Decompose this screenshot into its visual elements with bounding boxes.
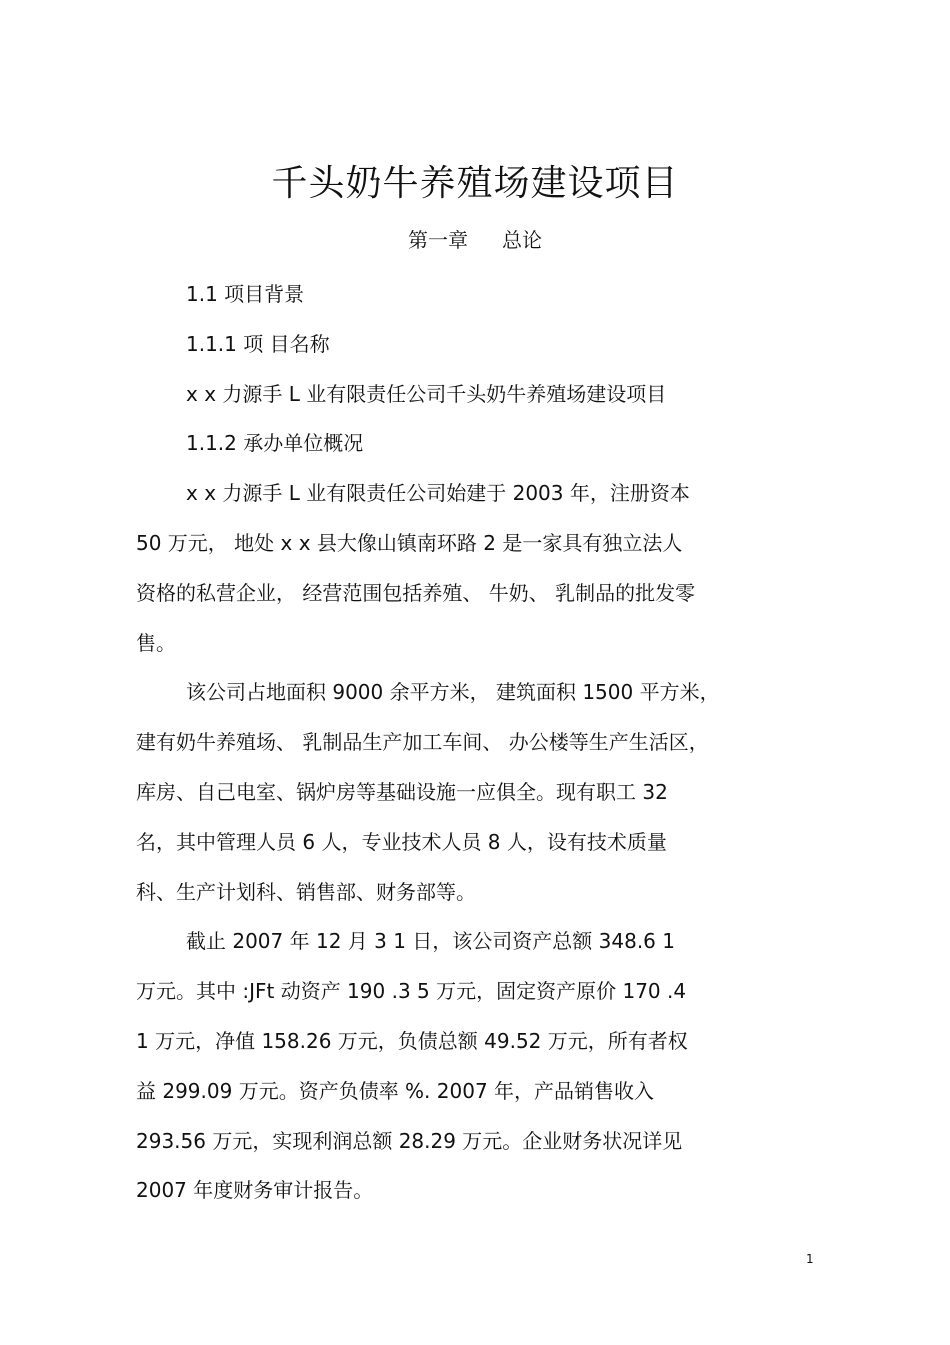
text-line: 50 万元， 地处 x x 县大像山镇南环路 2 是一家具有独立法人 — [136, 530, 683, 555]
chapter-name: 总论 — [502, 228, 542, 252]
text-line: 2007 年度财务审计报告。 — [136, 1178, 374, 1203]
chapter-heading — [0, 224, 950, 253]
document-body — [136, 270, 816, 1216]
text-line: 资格的私营企业， 经营范围包括养殖、 牛奶、 乳制品的批发零 — [136, 580, 696, 605]
paragraph-financials — [136, 917, 816, 1216]
chapter-number: 第一章 — [408, 228, 468, 252]
text-line: 名，其中管理人员 6 人，专业技术人员 8 人，设有技术质量 — [136, 829, 667, 854]
section-heading-1-1-1: 1.1.1 项 目名称 — [186, 331, 330, 356]
section-heading-1-1: 1.1 项目背景 — [186, 282, 305, 306]
text-line: 截止 2007 年 12 月 3 1 日，该公司资产总额 348.6 1 — [186, 929, 675, 954]
text-line: 科、生产计划科、销售部、财务部等。 — [136, 879, 476, 904]
text-line: 293.56 万元，实现利润总额 28.29 万元。企业财务状况详见 — [136, 1128, 683, 1153]
text-line: 建有奶牛养殖场、 乳制品生产加工车间、 办公楼等生产生活区， — [136, 730, 709, 755]
text-line: x x 力源手 L 业有限责任公司始建于 2003 年，注册资本 — [186, 481, 690, 506]
text-line: 该公司占地面积 9000 余平方米， 建筑面积 1500 平方米， — [186, 680, 720, 705]
text-line: 库房、自己电室、锅炉房等基础设施一应俱全。现有职工 32 — [136, 779, 668, 804]
document-title: 千头奶牛养殖场建设项目 — [271, 163, 679, 204]
text-line: 1 万元，净值 158.26 万元，负债总额 49.52 万元，所有者权 — [136, 1028, 688, 1053]
page-number: 1 — [806, 1252, 814, 1266]
paragraph-company-intro — [136, 469, 816, 668]
project-name: x x 力源手 L 业有限责任公司千头奶牛养殖场建设项目 — [186, 381, 667, 406]
text-line: 万元。其中 :JFt 动资产 190 .3 5 万元，固定资产原价 170 .4 — [136, 979, 687, 1004]
text-line: 益 299.09 万元。资产负债率 %. 2007 年，产品销售收入 — [136, 1078, 655, 1103]
section-heading-1-1-2: 1.1.2 承办单位概况 — [186, 431, 364, 456]
text-line: 售。 — [136, 630, 176, 655]
paragraph-facilities — [136, 668, 816, 917]
